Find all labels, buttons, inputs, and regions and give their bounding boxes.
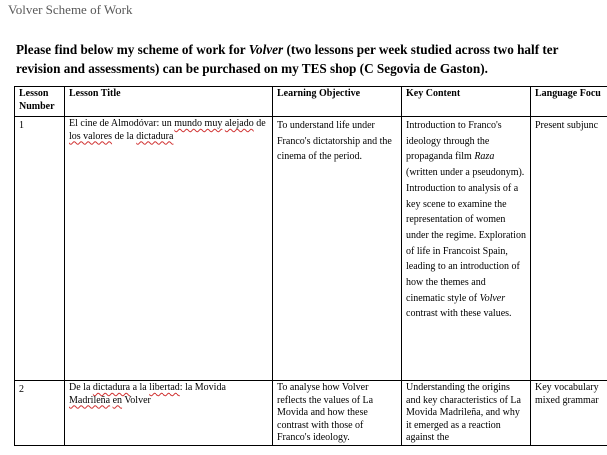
learning-objective: To understand life under Franco's dictatorship and the cinema of the period. (273, 117, 402, 381)
lesson-number: 2 (15, 381, 65, 446)
header-key-content: Key Content (402, 87, 531, 117)
language-focus: Key vocabulary mixed grammar (531, 381, 607, 446)
key-content: Understanding the origins and key characteristics of La Movida Madrileña, and why it emerged as a reaction against the (402, 381, 531, 446)
lesson-title: De la dictadura a la libertad: la Movida Madrileña en Volver (65, 381, 273, 446)
header-lesson-number: Lesson Number (15, 87, 65, 117)
header-learning-objective: Learning Objective (273, 87, 402, 117)
key-content: Introduction to Franco's ideology through the propaganda film Raza (written under a pseudonym). Introduction to analysis of a key scene to examine the representation of women under the regime. Exploration of life in Francoist Spain, leading to an introduction of how the themes and cinematic style of Volver contrast with these values. (402, 117, 531, 381)
lesson-title: El cine de Almodóvar: un mundo muy alejado de los valores de la dictadura (65, 117, 273, 381)
table-row (15, 381, 607, 446)
language-focus: Present subjunc (531, 117, 607, 381)
lesson-number: 1 (15, 117, 65, 381)
scheme-of-work-table (14, 86, 607, 446)
intro-line-1: Please find below my scheme of work for Volver (two lessons per week studied across two half ter (16, 42, 559, 57)
document-title: Volver Scheme of Work (8, 2, 133, 17)
table-header-row (15, 87, 607, 117)
learning-objective: To analyse how Volver reflects the values of La Movida and how these contrast with those of Franco's ideology. (273, 381, 402, 446)
header-lesson-title: Lesson Title (65, 87, 273, 117)
header-language-focus: Language Focu (531, 87, 607, 117)
intro-paragraph (16, 40, 607, 78)
intro-line-2: revision and assessments) can be purchased on my TES shop (C Segovia de Gaston). (16, 61, 488, 76)
table-row (15, 117, 607, 381)
